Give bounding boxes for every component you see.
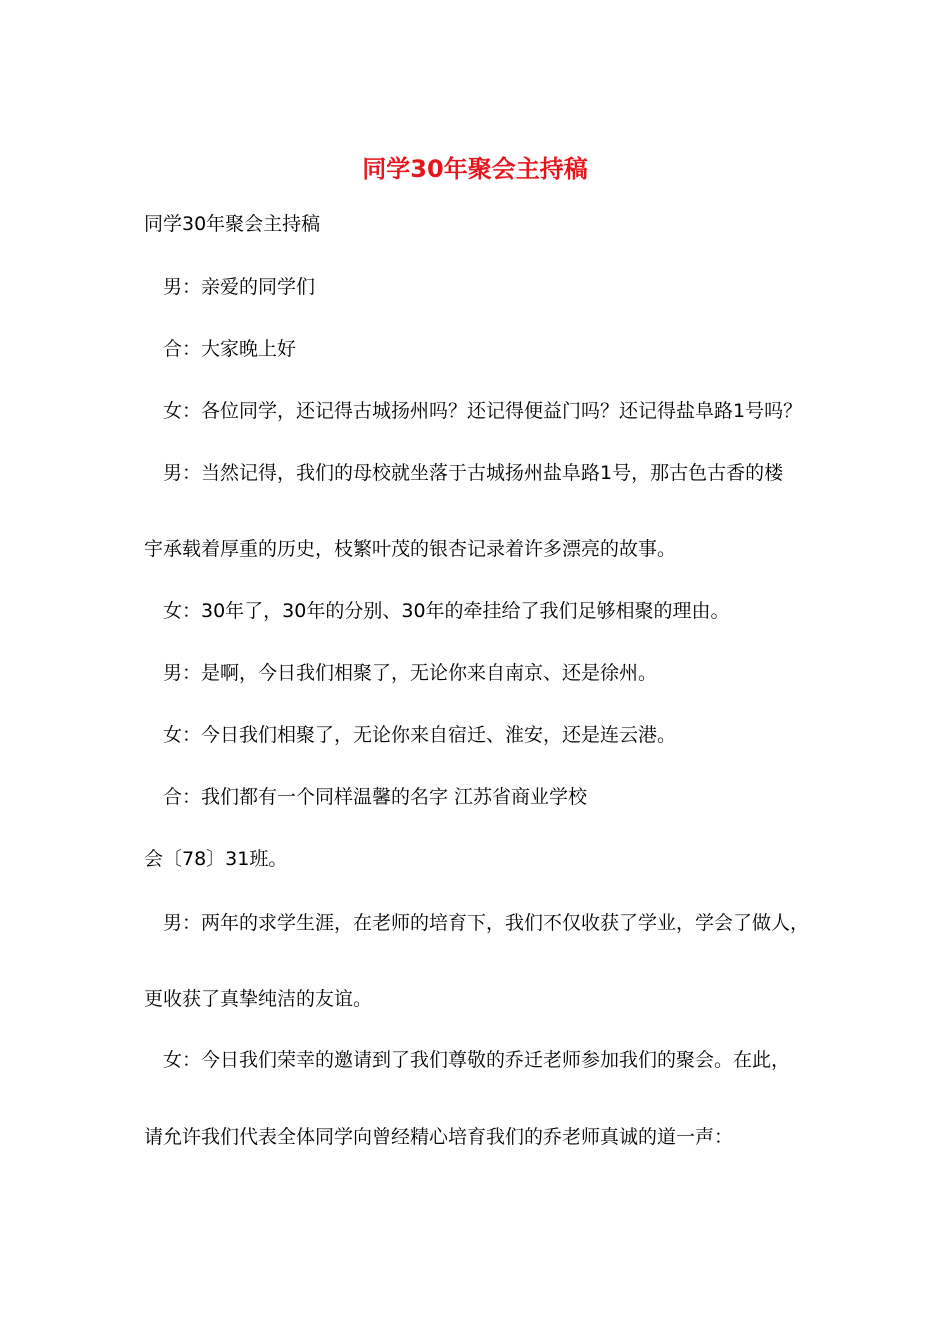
doc-line-7: 男：是啊，今日我们相聚了，无论你来自南京、还是徐州。 <box>163 662 658 684</box>
doc-line-13: 女：今日我们荣幸的邀请到了我们尊敬的乔迁老师参加我们的聚会。在此， <box>163 1049 791 1071</box>
doc-line-subtitle: 同学30年聚会主持稿 <box>144 213 321 235</box>
doc-line-3: 女：各位同学，还记得古城扬州吗？还记得便益门吗？还记得盐阜路1号吗？ <box>163 400 803 422</box>
doc-line-11: 男：两年的求学生涯，在老师的培育下，我们不仅收获了学业，学会了做人， <box>163 912 810 934</box>
doc-line-2: 合：大家晚上好 <box>163 338 297 360</box>
doc-line-6: 女：30年了，30年的分别、30年的牵挂给了我们足够相聚的理由。 <box>163 600 730 622</box>
doc-line-10: 会〔78〕31班。 <box>144 848 288 870</box>
doc-line-5: 宇承载着厚重的历史，枝繁叶茂的银杏记录着许多漂亮的故事。 <box>144 538 677 560</box>
doc-line-1: 男：亲爱的同学们 <box>163 276 316 298</box>
doc-line-8: 女：今日我们相聚了，无论你来自宿迁、淮安，还是连云港。 <box>163 724 677 746</box>
doc-line-14: 请允许我们代表全体同学向曾经精心培育我们的乔老师真诚的道一声： <box>144 1126 734 1148</box>
doc-line-9: 合：我们都有一个同样温馨的名字 江苏省商业学校 <box>163 786 588 808</box>
document-title: 同学30年聚会主持稿 <box>362 155 588 183</box>
doc-line-12: 更收获了真挚纯洁的友谊。 <box>144 988 373 1010</box>
doc-line-4: 男：当然记得，我们的母校就坐落于古城扬州盐阜路1号，那古色古香的楼 <box>163 462 784 484</box>
